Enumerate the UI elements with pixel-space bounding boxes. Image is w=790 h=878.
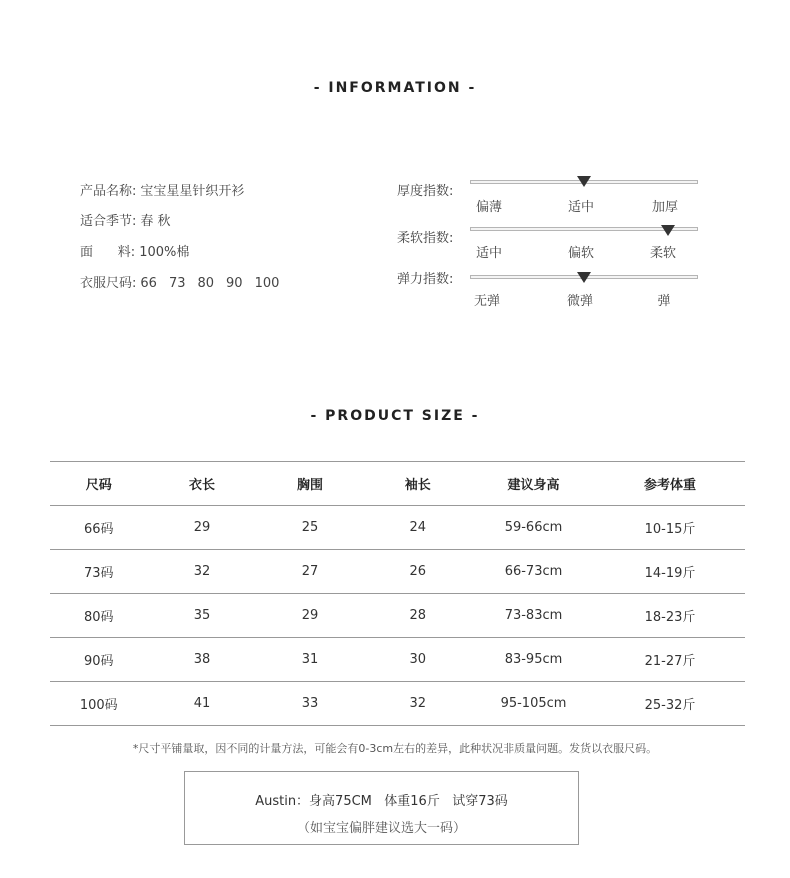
softness-index-label: 柔软指数: — [397, 231, 454, 246]
elasticity-marker-icon — [577, 272, 591, 283]
model-fit-info: Austin：身高75CM 体重16斤 试穿73码 — [255, 794, 508, 809]
table-cell: 90码 — [50, 638, 148, 682]
material-label: 面 料: — [80, 245, 136, 260]
table-cell: 83-95cm — [472, 638, 595, 682]
season-row — [80, 210, 171, 229]
table-cell: 32 — [364, 682, 473, 726]
column-header: 袖长 — [364, 462, 473, 506]
size-table — [50, 461, 745, 726]
column-header: 衣长 — [148, 462, 257, 506]
table-cell: 73码 — [50, 550, 148, 594]
model-fit-suggestion: （如宝宝偏胖建议选大一码） — [296, 821, 466, 836]
elasticity-tick: 弹 — [657, 294, 671, 309]
table-cell: 35 — [148, 594, 257, 638]
size-option: 73 — [168, 276, 186, 291]
size-option: 66 — [140, 276, 157, 291]
table-cell: 18-23斤 — [595, 594, 745, 638]
table-cell: 26 — [364, 550, 473, 594]
table-cell: 29 — [257, 594, 364, 638]
size-option: 90 — [226, 276, 243, 291]
table-cell: 27 — [257, 550, 364, 594]
product-name-label: 产品名称: — [80, 184, 137, 199]
table-row — [50, 682, 745, 726]
softness-tick: 适中 — [475, 246, 503, 261]
table-cell: 95-105cm — [472, 682, 595, 726]
sizes-label: 衣服尺码: — [80, 276, 137, 291]
table-cell: 80码 — [50, 594, 148, 638]
elasticity-index-label: 弹力指数: — [397, 272, 454, 287]
table-cell: 29 — [148, 506, 257, 550]
thickness-tick: 偏薄 — [475, 200, 503, 215]
season-label: 适合季节: — [80, 214, 137, 229]
table-cell: 32 — [148, 550, 257, 594]
sizes-row — [80, 272, 291, 291]
elasticity-tick: 无弹 — [473, 294, 501, 309]
softness-marker-icon — [661, 225, 675, 236]
column-header: 参考体重 — [595, 462, 745, 506]
table-row — [50, 594, 745, 638]
table-cell: 14-19斤 — [595, 550, 745, 594]
size-option: 100 — [254, 276, 280, 291]
softness-tick: 柔软 — [649, 246, 677, 261]
table-cell: 25-32斤 — [595, 682, 745, 726]
table-row — [50, 550, 745, 594]
table-cell: 21-27斤 — [595, 638, 745, 682]
table-cell: 25 — [257, 506, 364, 550]
table-cell: 33 — [257, 682, 364, 726]
table-cell: 30 — [364, 638, 473, 682]
column-header: 建议身高 — [472, 462, 595, 506]
table-cell: 38 — [148, 638, 257, 682]
season-value: 春 秋 — [140, 214, 171, 229]
table-cell: 100码 — [50, 682, 148, 726]
table-cell: 41 — [148, 682, 257, 726]
thickness-tick: 加厚 — [651, 200, 679, 215]
material-row — [80, 241, 189, 260]
table-cell: 10-15斤 — [595, 506, 745, 550]
product-size-heading: - PRODUCT SIZE - — [310, 408, 480, 424]
table-row — [50, 638, 745, 682]
column-header: 胸围 — [257, 462, 364, 506]
softness-tick: 偏软 — [567, 246, 595, 261]
product-name-row — [80, 180, 244, 199]
thickness-tick: 适中 — [567, 200, 595, 215]
table-cell: 66码 — [50, 506, 148, 550]
product-name-value: 宝宝星星针织开衫 — [140, 184, 245, 199]
table-cell: 66-73cm — [472, 550, 595, 594]
information-heading: - INFORMATION - — [313, 80, 477, 96]
material-value: 100%棉 — [139, 245, 190, 260]
measurement-note: *尺寸平铺量取，因不同的计量方法，可能会有0-3cm左右的差异，此种状况非质量问题。发货以衣服尺码。 — [132, 742, 658, 755]
table-header-row — [50, 462, 745, 506]
thickness-index-label: 厚度指数: — [397, 184, 454, 199]
table-cell: 73-83cm — [472, 594, 595, 638]
table-cell: 31 — [257, 638, 364, 682]
column-header: 尺码 — [50, 462, 148, 506]
table-row — [50, 506, 745, 550]
size-option: 80 — [197, 276, 215, 291]
model-fit-box — [184, 771, 579, 845]
thickness-marker-icon — [577, 176, 591, 187]
table-cell: 59-66cm — [472, 506, 595, 550]
table-cell: 24 — [364, 506, 473, 550]
table-cell: 28 — [364, 594, 473, 638]
elasticity-tick: 微弹 — [566, 294, 594, 309]
